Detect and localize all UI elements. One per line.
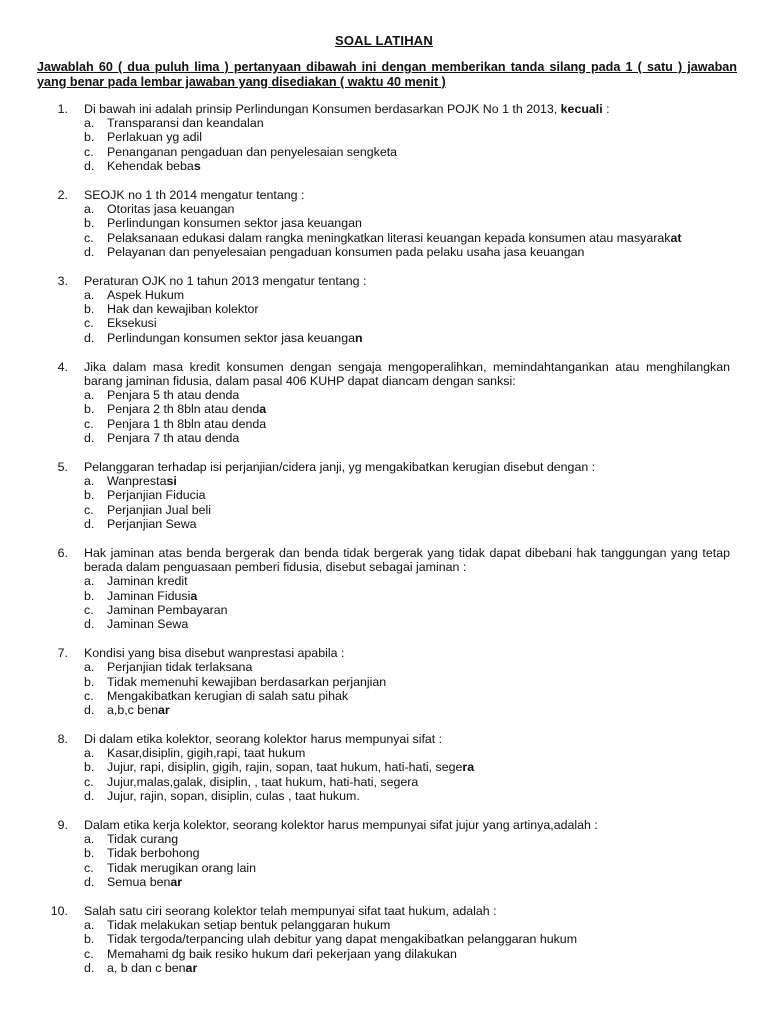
question-text: [84, 360, 730, 388]
option-text: [107, 760, 474, 774]
option-item: [0, 789, 768, 803]
option-text-main: Jujur, rapi, disiplin, gigih, rajin, sopan, taat hukum, hati-hati, sege: [107, 760, 463, 775]
option-list: [0, 474, 768, 531]
option-text-main: Eksekusi: [107, 316, 157, 331]
option-item: [0, 675, 768, 689]
option-text-emphasis: si: [166, 474, 177, 489]
question: [0, 904, 768, 975]
option-text-main: Perlindungan konsumen sektor jasa keuangan: [107, 216, 362, 231]
option-text-main: Wanpresta: [107, 474, 167, 489]
option-text-main: Tidak curang: [107, 832, 179, 847]
option-text-main: Penanganan pengaduan dan penyelesaian sengketa: [107, 144, 398, 159]
option-letter: b.: [84, 588, 95, 603]
option-text-emphasis: at: [670, 230, 682, 245]
option-item: [0, 130, 768, 144]
option-list: [0, 918, 768, 975]
option-text: [107, 488, 206, 502]
option-text: [107, 417, 266, 431]
option-item: [0, 316, 768, 330]
option-text-main: Tidak tergoda/terpancing ulah debitur yang dapat mengakibatkan pelanggaran hukum: [107, 932, 578, 947]
option-text-main: Kehendak beba: [107, 158, 194, 173]
question-number: 4.: [57, 359, 68, 374]
option-letter: b.: [84, 216, 95, 231]
option-text-main: a,b,c ben: [107, 702, 158, 717]
question-number: 3.: [57, 273, 68, 288]
option-text-main: Jaminan Pembayaran: [107, 602, 228, 617]
question-number: 6.: [57, 545, 68, 560]
question: [0, 646, 768, 717]
question-number: 5.: [57, 460, 68, 475]
option-letter: b.: [84, 760, 95, 775]
option-letter: d.: [84, 616, 95, 631]
option-text: [107, 302, 259, 316]
question-text-emphasis: kecuali: [560, 102, 603, 116]
option-text: [107, 245, 584, 259]
option-text-main: Perlakuan yg adil: [107, 130, 203, 145]
option-text-main: Pelayanan dan penyelesaian pengaduan konsumen pada pelaku usaha jasa keuangan: [107, 244, 585, 259]
option-text-main: Perjanjian tidak terlaksana: [107, 660, 253, 675]
question: [0, 188, 768, 259]
option-text: [107, 431, 239, 445]
option-letter: d.: [84, 330, 95, 345]
question-number: 7.: [57, 646, 68, 661]
option-text: [107, 861, 256, 875]
option-letter: c.: [84, 416, 94, 431]
option-text: [107, 617, 188, 631]
option-text: [107, 660, 252, 674]
option-text: [107, 517, 197, 531]
question-text-main: Pelanggaran terhadap isi perjanjian/cidera janji, yg mengakibatkan kerugian disebut dengan :: [84, 460, 596, 475]
option-letter: b.: [84, 674, 95, 689]
option-letter: b.: [84, 932, 95, 947]
option-text-main: Perjanjian Fiducia: [107, 488, 206, 503]
option-item: [0, 431, 768, 445]
option-letter: a.: [84, 474, 95, 489]
option-text-main: Jujur, rajin, sopan, disiplin, culas , taat hukum.: [107, 788, 360, 803]
option-text-main: Tidak merugikan orang lain: [107, 860, 256, 875]
option-text: [107, 574, 188, 588]
option-item: [0, 760, 768, 774]
question: [0, 546, 768, 631]
option-letter: d.: [84, 158, 95, 173]
option-text-main: Kasar,disiplin, gigih,rapi, taat hukum: [107, 746, 306, 761]
option-item: [0, 503, 768, 517]
option-text-main: Semua ben: [107, 874, 171, 889]
option-text: [107, 932, 577, 946]
option-text-main: Aspek Hukum: [107, 288, 185, 303]
option-item: [0, 775, 768, 789]
option-letter: d.: [84, 874, 95, 889]
page-title: SOAL LATIHAN: [335, 33, 433, 48]
option-item: [0, 574, 768, 588]
question-text: [84, 732, 730, 746]
question-number: 1.: [57, 102, 68, 116]
question: [0, 360, 768, 445]
question-text: [84, 646, 730, 660]
option-text-main: Penjara 1 th 8bln atau denda: [107, 416, 267, 431]
option-letter: d.: [84, 960, 95, 975]
option-text-main: Transparansi dan keandalan: [107, 116, 264, 131]
question-text-main: Di dalam etika kolektor, seorang kolektor harus mempunyai sifat :: [84, 732, 443, 747]
option-item: [0, 603, 768, 617]
option-item: [0, 488, 768, 502]
option-text: [107, 231, 681, 245]
option-letter: c.: [84, 946, 94, 961]
option-letter: b.: [84, 846, 95, 861]
option-text-emphasis: a: [259, 402, 267, 417]
option-text: [107, 388, 239, 402]
question-text-main: Peraturan OJK no 1 tahun 2013 mengatur tentang :: [84, 273, 367, 288]
option-text-main: Jaminan kredit: [107, 574, 188, 589]
option-letter: c.: [84, 688, 94, 703]
option-letter: d.: [84, 244, 95, 259]
option-letter: b.: [84, 488, 95, 503]
option-text-main: Memahami dg baik resiko hukum dari pekerjaan yang dilakukan: [107, 946, 457, 961]
option-letter: b.: [84, 130, 95, 145]
option-text: [107, 145, 397, 159]
option-item: [0, 145, 768, 159]
option-text: [107, 675, 386, 689]
question-text-main: Jika dalam masa kredit konsumen dengan sengaja mengoperalihkan, memindahtangankan atau menghilangkan barang jaminan fidusia, dalam pasal 406 KUHP dapat diancam dengan sanksi:: [84, 359, 730, 389]
option-text-main: Penjara 5 th atau denda: [107, 388, 240, 403]
option-list: [0, 574, 768, 631]
option-text: [107, 331, 363, 345]
question-text-main: SEOJK no 1 th 2014 mengatur tentang :: [84, 187, 305, 202]
option-letter: a.: [84, 388, 95, 403]
option-letter: a.: [84, 202, 95, 217]
option-item: [0, 402, 768, 416]
option-item: [0, 703, 768, 717]
option-text-main: Penjara 7 th atau denda: [107, 430, 240, 445]
question-text: [84, 904, 730, 918]
option-text: [107, 474, 177, 488]
option-text-main: Jujur,malas,galak, disiplin, , taat hukum, hati-hati, segera: [107, 774, 419, 789]
option-item: [0, 617, 768, 631]
question-number: 8.: [57, 732, 68, 747]
option-letter: a.: [84, 288, 95, 303]
option-letter: c.: [84, 502, 94, 517]
option-item: [0, 660, 768, 674]
option-text-main: Jaminan Fidusi: [107, 588, 191, 603]
option-text-main: Pelaksanaan edukasi dalam rangka meningkatkan literasi keuangan kepada konsumen atau masyarak: [107, 230, 671, 245]
question-text-main: Salah satu ciri seorang kolektor telah mempunyai sifat taat hukum, adalah :: [84, 903, 497, 918]
question-number: 10.: [50, 903, 68, 918]
option-item: [0, 245, 768, 259]
option-text: [107, 746, 305, 760]
option-list: [0, 660, 768, 717]
option-text-main: Perlindungan konsumen sektor jasa keuanga: [107, 330, 355, 345]
option-item: [0, 474, 768, 488]
option-list: [0, 746, 768, 803]
option-item: [0, 517, 768, 531]
question-text-main: Di bawah ini adalah prinsip Perlindungan Konsumen berdasarkan POJK No 1 th 2013,: [84, 102, 561, 116]
option-text: [107, 875, 182, 889]
option-list: [0, 832, 768, 889]
option-text-main: Perjanjian Sewa: [107, 516, 197, 531]
option-letter: a.: [84, 746, 95, 761]
question: [0, 460, 768, 531]
option-text-main: Mengakibatkan kerugian di salah satu pihak: [107, 688, 349, 703]
option-text: [107, 202, 234, 216]
option-text: [107, 159, 201, 173]
option-text-emphasis: ar: [157, 702, 170, 717]
option-text-main: Penjara 2 th 8bln atau dend: [107, 402, 260, 417]
option-letter: c.: [84, 774, 94, 789]
option-item: [0, 689, 768, 703]
option-item: [0, 216, 768, 230]
option-letter: a.: [84, 116, 95, 131]
option-text: [107, 316, 157, 330]
option-item: [0, 846, 768, 860]
option-text-main: Jaminan Sewa: [107, 616, 189, 631]
option-item: [0, 159, 768, 173]
option-text-main: Perjanjian Jual beli: [107, 502, 212, 517]
option-text: [107, 689, 348, 703]
option-letter: d.: [84, 430, 95, 445]
option-text: [107, 503, 211, 517]
option-letter: c.: [84, 230, 94, 245]
option-text-emphasis: ar: [170, 874, 183, 889]
option-letter: a.: [84, 832, 95, 847]
option-text: [107, 846, 200, 860]
option-letter: b.: [84, 402, 95, 417]
option-item: [0, 116, 768, 130]
option-letter: d.: [84, 516, 95, 531]
option-item: [0, 231, 768, 245]
option-item: [0, 918, 768, 932]
option-text: [107, 603, 228, 617]
option-text-emphasis: n: [354, 330, 363, 345]
option-text: [107, 789, 360, 803]
question: [0, 818, 768, 889]
option-text-main: Tidak berbohong: [107, 846, 200, 861]
option-list: [0, 288, 768, 345]
option-letter: c.: [84, 144, 94, 159]
question-text-main: Hak jaminan atas benda bergerak dan benda tidak bergerak yang tidak dapat dibebani hak tanggungan yang tetap berada dalam penguasaan pemberi fidusia, disebut sebagai jaminan :: [84, 545, 730, 575]
question: [0, 102, 768, 173]
option-item: [0, 832, 768, 846]
option-text-main: Otoritas jasa keuangan: [107, 202, 235, 217]
option-letter: c.: [84, 602, 94, 617]
option-text-main: Tidak memenuhi kewajiban berdasarkan perjanjian: [107, 674, 387, 689]
option-text: [107, 832, 178, 846]
option-item: [0, 746, 768, 760]
option-text: [107, 947, 457, 961]
question-text: [84, 188, 730, 202]
option-list: [0, 202, 768, 259]
question: [0, 732, 768, 803]
option-item: [0, 589, 768, 603]
option-item: [0, 388, 768, 402]
option-letter: c.: [84, 316, 94, 331]
option-letter: d.: [84, 788, 95, 803]
option-text: [107, 589, 197, 603]
option-list: [0, 116, 768, 173]
option-text-main: Hak dan kewajiban kolektor: [107, 302, 259, 317]
option-item: [0, 417, 768, 431]
option-letter: b.: [84, 302, 95, 317]
option-text: [107, 116, 264, 130]
option-letter: c.: [84, 860, 94, 875]
option-text: [107, 775, 418, 789]
question-text-suffix: :: [602, 102, 610, 116]
option-item: [0, 875, 768, 889]
option-letter: d.: [84, 702, 95, 717]
question-text: [84, 460, 730, 474]
question-list: [0, 102, 768, 990]
option-text: [107, 402, 266, 416]
question-text: [84, 818, 730, 832]
question-number: 9.: [57, 818, 68, 833]
option-item: [0, 861, 768, 875]
option-item: [0, 331, 768, 345]
option-item: [0, 932, 768, 946]
option-item: [0, 288, 768, 302]
question-text: [84, 102, 730, 116]
option-text-emphasis: ra: [462, 760, 475, 775]
question-number: 2.: [57, 187, 68, 202]
question-text-main: Kondisi yang bisa disebut wanprestasi apabila :: [84, 646, 345, 661]
option-text: [107, 918, 390, 932]
instructions: Jawablah 60 ( dua puluh lima ) pertanyaan dibawah ini dengan memberikan tanda silang pada 1 ( satu ) jawaban yang benar pada lembar jawaban yang disediakan ( waktu 40 menit ): [37, 60, 737, 89]
option-text: [107, 961, 197, 975]
question: [0, 274, 768, 345]
option-text: [107, 288, 184, 302]
option-letter: a.: [84, 574, 95, 589]
question-text: [84, 274, 730, 288]
question-text-main: Dalam etika kerja kolektor, seorang kolektor harus mempunyai sifat jujur yang artinya,adalah :: [84, 818, 598, 833]
option-text-emphasis: ar: [185, 960, 198, 975]
question-text: [84, 546, 730, 574]
option-item: [0, 202, 768, 216]
option-text: [107, 703, 170, 717]
option-item: [0, 947, 768, 961]
option-item: [0, 302, 768, 316]
option-text-main: a, b dan c ben: [107, 960, 186, 975]
option-item: [0, 961, 768, 975]
option-text-main: Tidak melakukan setiap bentuk pelanggaran hukum: [107, 918, 391, 933]
option-letter: a.: [84, 660, 95, 675]
option-text-emphasis: a: [190, 588, 198, 603]
option-list: [0, 388, 768, 445]
option-letter: a.: [84, 918, 95, 933]
option-text-emphasis: s: [193, 158, 201, 173]
option-text: [107, 216, 362, 230]
option-text: [107, 130, 202, 144]
